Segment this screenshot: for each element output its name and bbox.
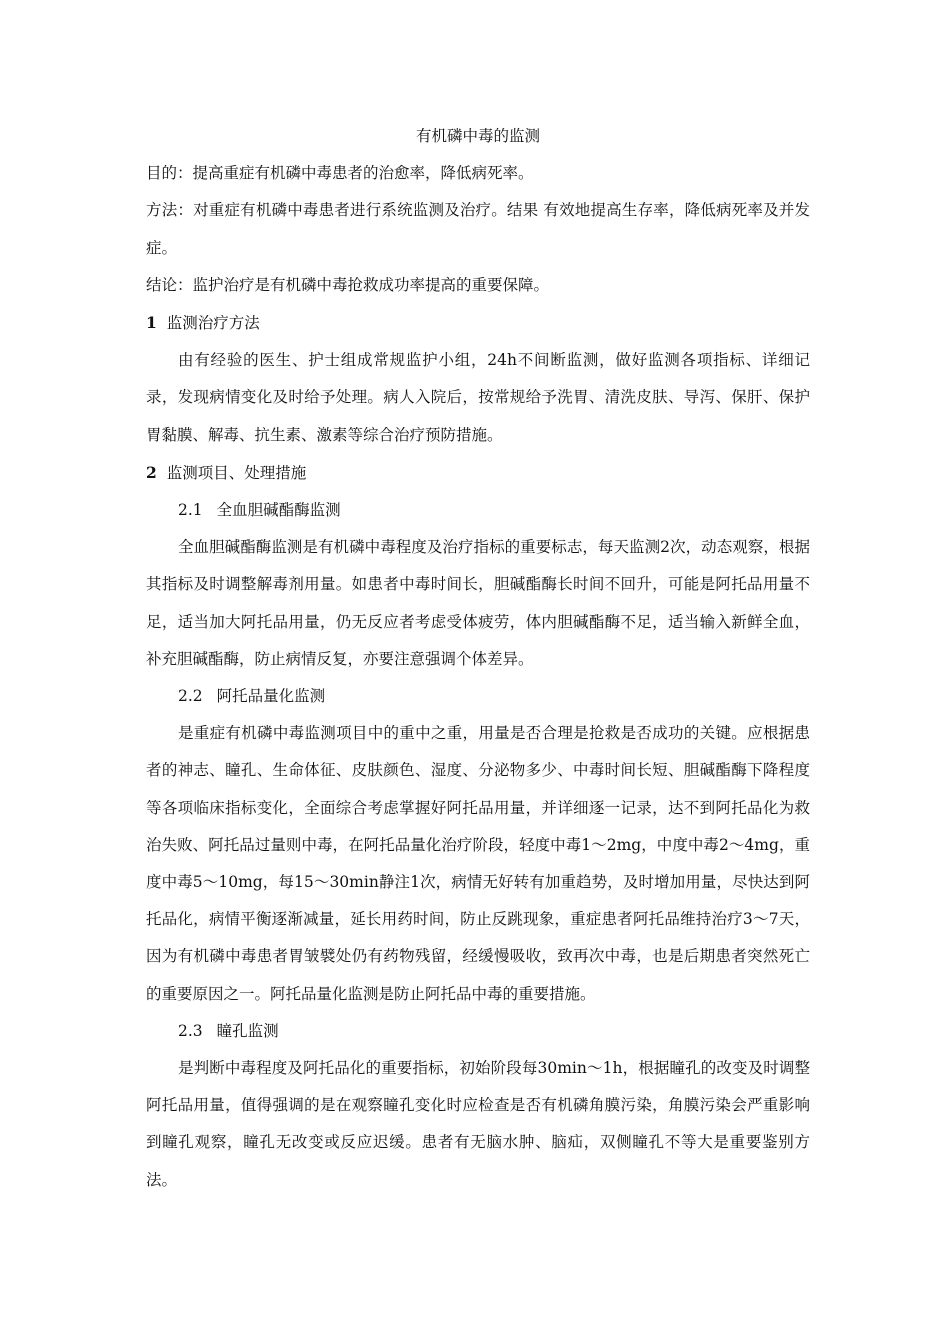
subsection-2-2-body: 是重症有机磷中毒监测项目中的重中之重，用量是否合理是抢救是否成功的关键。应根据患者的神志、瞳孔、生命体征、皮肤颜色、湿度、分泌物多少、中毒时间长短、胆碱酯酶下降程度等各项临床指标变化，全面综合考虑掌握好阿托品用量，并详细逐一记录，达不到阿托品化为救治失败、阿托品过量则中毒，在阿托品量化治疗阶段，轻度中毒1～2mg，中度中毒2～4mg，重度中毒5～10mg，每15～30min静注1次，病情无好转有加重趋势，及时增加用量，尽快达到阿托品化，病情平衡逐渐减量，延长用药时间，防止反跳现象，重症患者阿托品维持治疗3～7天，因为有机磷中毒患者胃皱襞处仍有药物残留，经缓慢吸收，致再次中毒，也是后期患者突然死亡的重要原因之一。阿托品量化监测是防止阿托品中毒的重要措施。 (146, 724, 810, 1003)
subsection-title: 瞳孔监测 (216, 1021, 279, 1040)
subsection-2-3-body: 是判断中毒程度及阿托品化的重要指标，初始阶段每30min～1h，根据瞳孔的改变及时调整阿托品用量，值得强调的是在观察瞳孔变化时应检查是否有机磷角膜污染，角膜污染会严重影响到瞳孔观察，瞳孔无改变或反应迟缓。患者有无脑水肿、脑疝，双侧瞳孔不等大是重要鉴别方法。 (146, 1059, 810, 1189)
document-page (146, 118, 810, 1199)
section-number: 1 (146, 313, 157, 333)
subsection-number: 2.1 (178, 501, 203, 520)
document-title: 有机磷中毒的监测 (415, 127, 540, 145)
subsection-2-1-heading (146, 492, 810, 529)
subsection-number: 2.2 (178, 687, 203, 706)
section-1-body: 由有经验的医生、护士组成常规监护小组，24h不间断监测，做好监测各项指标、详细记录，发现病情变化及时给予处理。病人入院后，按常规给予洗胃、清洗皮肤、导泻、保肝、保护胃黏膜、解毒、抗生素、激素等综合治疗预防措施。 (146, 351, 810, 444)
section-title: 监测治疗方法 (166, 314, 260, 333)
section-title: 监测项目、处理措施 (166, 463, 307, 482)
subsection-number: 2.3 (178, 1021, 203, 1040)
subsection-2-3-heading (146, 1013, 810, 1050)
abstract-method: 方法：对重症有机磷中毒患者进行系统监测及治疗。结果 有效地提高生存率，降低病死率及并发症。 (146, 201, 810, 257)
abstract-conclusion: 结论：监护治疗是有机磷中毒抢救成功率提高的重要保障。 (146, 275, 550, 294)
section-number: 2 (146, 462, 157, 482)
section-1-heading (146, 304, 810, 342)
abstract-objective: 目的：提高重症有机磷中毒患者的治愈率，降低病死率。 (146, 164, 534, 183)
section-2-heading (146, 454, 810, 492)
subsection-title: 全血胆碱酯酶监测 (216, 501, 341, 520)
subsection-title: 阿托品量化监测 (216, 687, 326, 706)
subsection-2-1-body: 全血胆碱酯酶监测是有机磷中毒程度及治疗指标的重要标志，每天监测2次，动态观察，根据其指标及时调整解毒剂用量。如患者中毒时间长，胆碱酯酶长时间不回升，可能是阿托品用量不足，适当加大阿托品用量，仍无反应者考虑受体疲劳，体内胆碱酯酶不足，适当输入新鲜全血，补充胆碱酯酶，防止病情反复，亦要注意强调个体差异。 (146, 538, 810, 668)
subsection-2-2-heading (146, 678, 810, 715)
